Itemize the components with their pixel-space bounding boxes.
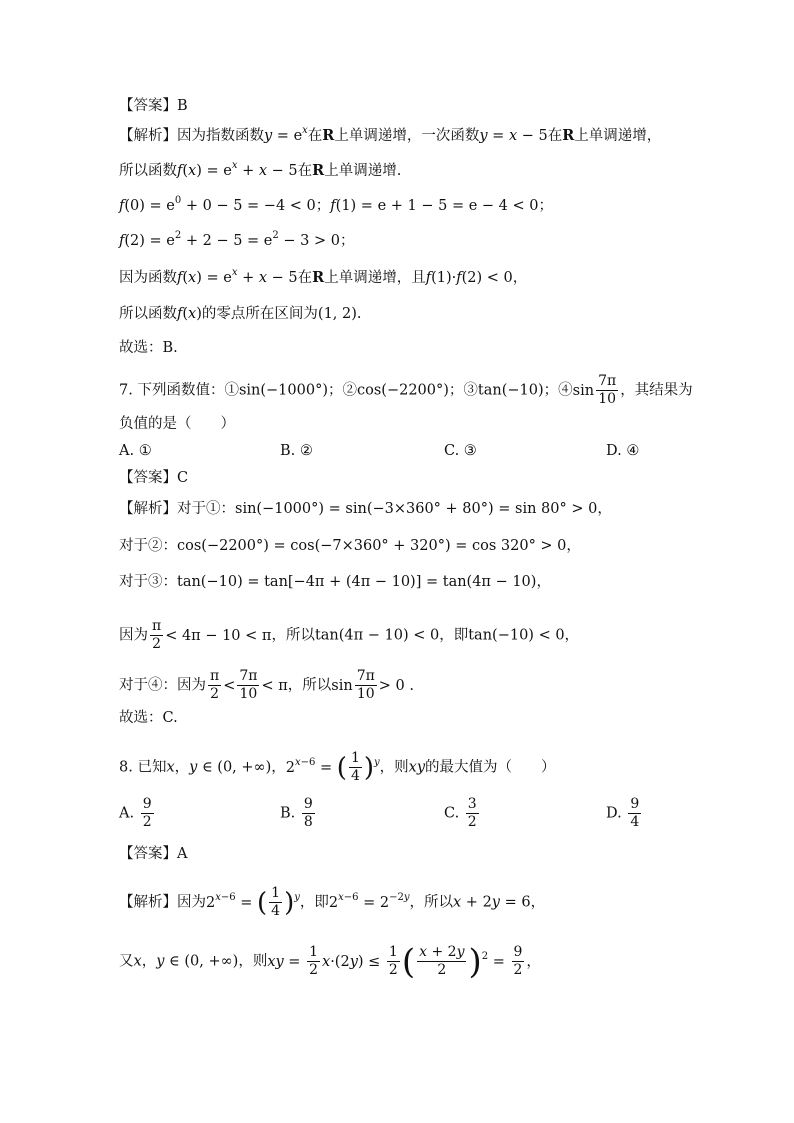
q8-answer: 【答案】A [119,846,188,862]
q7-option-d: D. ④ [606,443,640,459]
q6-analysis-line4 [119,231,354,251]
q7-option-a: A. ① [119,443,152,459]
q8-analysis-line1: 【解析】因为$2^{x-6}$ = ( $\frac{1}{4}$ )$^y$，即$2^{x-6} = 2^{-2y}$，所以x + 2y = 6， [119,885,546,919]
math-fx-def: $f(x) = e^x + x - 5$ [177,160,298,179]
math-interval: (1, 2) [317,306,357,322]
q6-analysis-line2: 所以函数$f(x) = e^x + x - 5$在R上单调递增. [119,160,402,179]
q7-stem-line2: 负值的是（ ） [119,416,235,432]
q8-option-c: C. $\frac{3}{2}$ [444,796,477,830]
q8-option-b: B. $\frac{9}{8}$ [280,796,313,830]
q6-analysis-line1: 【解析】因为指数函数$y = e^x$在R上单调递增，一次函数y = x − 5在R上单调递增， [119,125,662,144]
math-f0-f1: $f(0) = e^0 + 0 - 5 = -4 < 0$；f(1) = e + 1 − 5 = e − 4 < 0； [119,195,553,214]
q6-answer: 【答案】B [119,98,188,114]
q8-option-d: D. $\frac{9}{4}$ [606,796,640,830]
q6-analysis-label: 【解析】 [119,128,177,144]
q6-analysis-line5: 因为函数$f(x) = e^x + x - 5$在R上单调递增，且f(1)·f(2) < 0， [119,267,528,286]
q7-option-b: B. ② [280,443,313,459]
q7-answer: 【答案】C [119,470,189,486]
q7-stem-line1: 7. 下列函数值：①sin(−1000°)；②cos(−2200°)；③tan(−10)；④sin $\frac{7\pi}{10}$ ，其结果为 [119,373,693,407]
q8-analysis-line2: 又x，y ∈ (0, +∞)，则xy = $\frac{1}{2}$ x·(2y) ≤ $\frac{1}{2}$ ( $\frac{x + 2y}{2}$ )$^2$ = $\frac{9}{2}$ ， [119,941,541,982]
math-product: f(1)·f(2) < 0， [425,270,528,286]
math-linear-func: y = x − 5 [479,128,548,144]
q7-conclusion: 故选：C. [119,710,178,726]
q7-analysis-line5: 对于④：因为 $\frac{\pi}{2}$ < $\frac{7\pi}{10}$ < π，所以sin $\frac{7\pi}{10}$ > 0 . [119,668,414,702]
q8-stem: 8. 已知x，y ∈ (0, +∞)，$2^{x-6}$ = ( $\frac{1}{4}$ )$^y$，则xy的最大值为（ ） [119,750,556,784]
math-f2: $f(2) = e^2 + 2 - 5 = e^2 - 3 > 0$； [119,230,355,249]
q6-analysis-line3 [119,196,553,216]
q7-analysis-line3: 对于③：tan(−10) = tan[−4π + (4π − 10)] = tan(4π − 10)， [119,574,551,590]
q6-analysis-line6: 所以函数f(x)的零点所在区间为(1, 2). [119,306,362,322]
math-exp-func: $y = e^x$ [264,125,308,144]
q6-conclusion: 故选：B. [119,340,178,356]
q7-analysis-line1: 【解析】对于①：sin(−1000°) = sin(−3×360° + 80°) = sin 80° > 0， [119,501,612,517]
q7-analysis-line4: 因为 $\frac{\pi}{2}$ < 4π − 10 < π，所以tan(4π − 10) < 0，即tan(−10) < 0， [119,618,580,652]
q7-option-c: C. ③ [444,443,477,459]
q8-option-a: A. $\frac{9}{2}$ [119,796,152,830]
q7-analysis-line2: 对于②：cos(−2200°) = cos(−7×360° + 320°) = cos 320° > 0， [119,538,581,554]
